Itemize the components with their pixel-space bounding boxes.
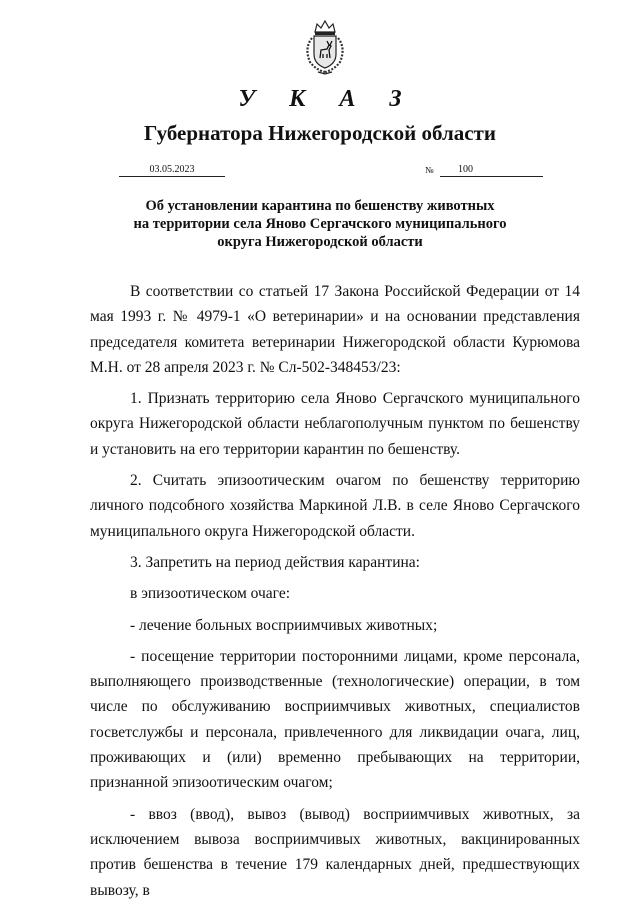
number-label: № [425, 165, 434, 175]
document-date: 03.05.2023 [119, 163, 225, 177]
body-paragraph: - ввоз (ввод), вывоз (вывод) восприимчивых животных, за исключением вывоза восприимчивых животных, вакцинированных против бешенства в течение 179 календарных дней, предшествующих вывозу, в [90, 805, 580, 899]
document-number: 100 [440, 163, 543, 177]
body-paragraph: 3. Запретить на период действия карантина: [130, 553, 420, 571]
coat-of-arms-emblem [300, 18, 350, 76]
title-line: на территории села Яново Сергачского муниципального [133, 216, 507, 232]
document-type-heading: У К А З [238, 86, 416, 112]
document-title [0, 197, 640, 251]
title-line: округа Нижегородской области [217, 234, 423, 250]
body-paragraph: В соответствии со статьей 17 Закона Российской Федерации от 14 мая 1993 г. № 4979-1 «О ветеринарии» и на основании представления председателя комитета ветеринарии Нижегородской области Курюмова М.Н. от 28 апреля 2023 г. № Сл-502-348453/23: [90, 283, 580, 376]
title-line: Об установлении карантина по бешенству животных [145, 198, 495, 214]
body-paragraph: - посещение территории посторонними лицами, кроме персонала, выполняющего производственные (технологические) операции, в том числе по обслуживанию восприимчивых животных, специалистов госветслужбы и персонала, привлеченного для ликвидации очага, лиц, проживающих и (или) временно пребывающих на территории, признанной эпизоотическим очагом; [90, 647, 580, 792]
body-paragraph: 2. Считать эпизоотическим очагом по бешенству территорию личного подсобного хозяйства Маркиной Л.В. в селе Яново Сергачского муниципального округа Нижегородской области. [90, 472, 580, 540]
issuer-heading: Губернатора Нижегородской области [144, 121, 496, 145]
body-paragraph: 1. Признать территорию села Яново Сергачского муниципального округа Нижегородской области неблагополучным пунктом по бешенству и установить на его территории карантин по бешенству. [90, 390, 580, 458]
document-body [90, 279, 580, 909]
body-paragraph: - лечение больных восприимчивых животных; [130, 616, 438, 634]
body-paragraph: в эпизоотическом очаге: [130, 585, 291, 603]
